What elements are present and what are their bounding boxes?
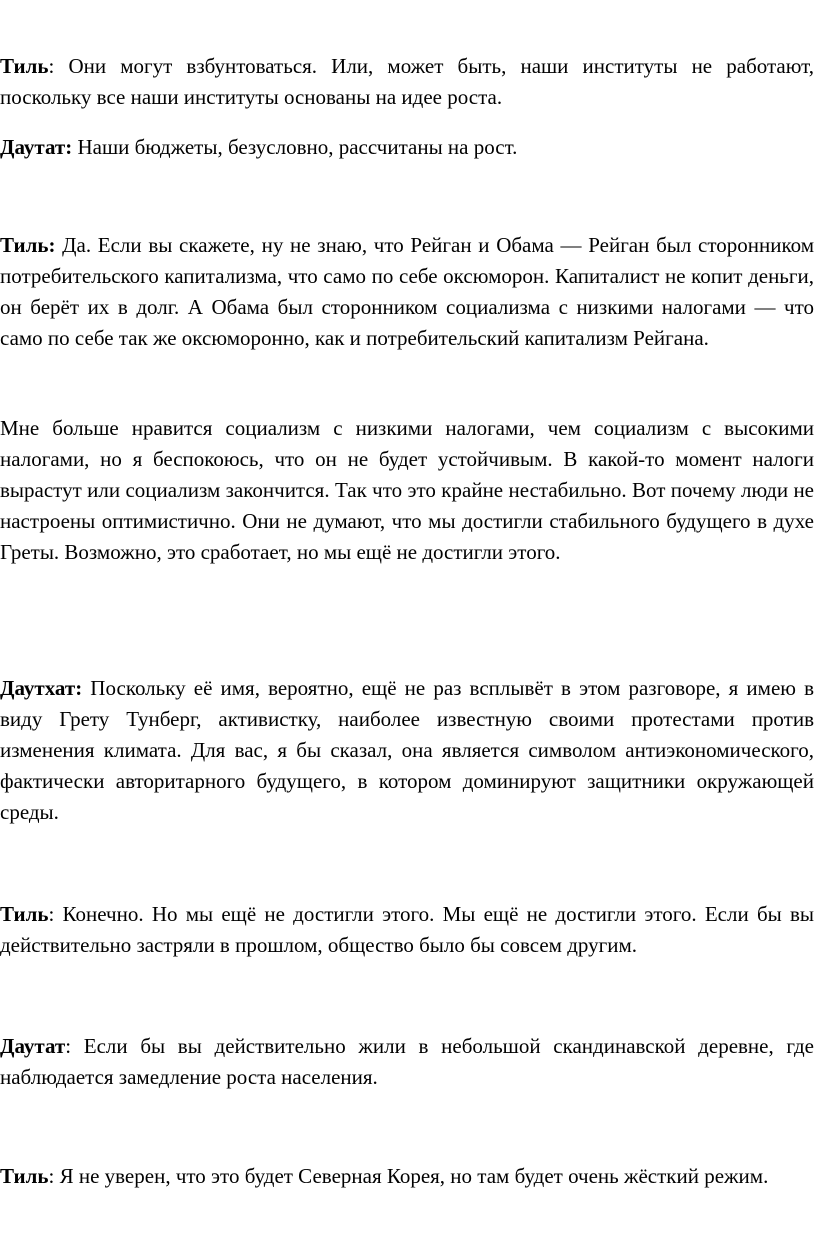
paragraph-text: Наши бюджеты, безусловно, рассчитаны на рост.	[72, 135, 518, 159]
paragraph-text: Да. Если вы скажете, ну не знаю, что Рейган и Обама — Рейган был сторонником потребительского капитализма, что само по себе оксюморон. Капиталист не копит деньги, он берёт их в долг. А Обама был сторонником социализма с низкими налогами — что само по себе так же оксюморонно, как и потребительский капитализм Рейгана.	[0, 233, 814, 350]
paragraph-5	[0, 673, 814, 828]
speaker-separator: :	[48, 902, 55, 926]
speaker-label: Тиль	[0, 902, 49, 926]
paragraph-1	[0, 51, 814, 113]
paragraph-7	[0, 1031, 814, 1093]
speaker-label: Тиль:	[0, 233, 56, 257]
paragraph-4	[0, 413, 814, 568]
speaker-label: Даутат	[0, 1034, 66, 1058]
speaker-separator: :	[65, 1034, 72, 1058]
speaker-label: Даутхат:	[0, 676, 83, 700]
paragraph-text: Они могут взбунтоваться. Или, может быть, наши институты не работают, поскольку все наши институты основаны на идее роста.	[0, 54, 814, 109]
paragraph-text: Поскольку её имя, вероятно, ещё не раз всплывёт в этом разговоре, я имею в виду Грету Тунберг, активистку, наиболее известную своими протестами против изменения климата. Для вас, я бы сказал, она является символом антиэкономического, фактически авторитарного будущего, в котором доминируют защитники окружающей среды.	[0, 676, 814, 824]
paragraph-8	[0, 1161, 814, 1192]
paragraph-text: Мне больше нравится социализм с низкими налогами, чем социализм с высокими налогами, но я беспокоюсь, что он не будет устойчивым. В какой-то момент налоги вырастут или социализм закончится. Так что это крайне нестабильно. Вот почему люди не настроены оптимистично. Они не думают, что мы достигли стабильного будущего в духе Греты. Возможно, это сработает, но мы ещё не достигли этого.	[0, 416, 814, 564]
speaker-separator: :	[48, 1164, 55, 1188]
paragraph-2	[0, 132, 814, 163]
speaker-label: Даутат:	[0, 135, 73, 159]
paragraph-text: Конечно. Но мы ещё не достигли этого. Мы ещё не достигли этого. Если бы вы действительно застряли в прошлом, общество было бы совсем другим.	[0, 902, 814, 957]
speaker-label: Тиль	[0, 54, 49, 78]
speaker-label: Тиль	[0, 1164, 49, 1188]
speaker-separator: :	[48, 54, 55, 78]
paragraph-3	[0, 230, 814, 354]
paragraph-text: Я не уверен, что это будет Северная Корея, но там будет очень жёсткий режим.	[54, 1164, 769, 1188]
paragraph-6	[0, 899, 814, 961]
paragraph-text: Если бы вы действительно жили в небольшой скандинавской деревне, где наблюдается замедление роста населения.	[0, 1034, 814, 1089]
